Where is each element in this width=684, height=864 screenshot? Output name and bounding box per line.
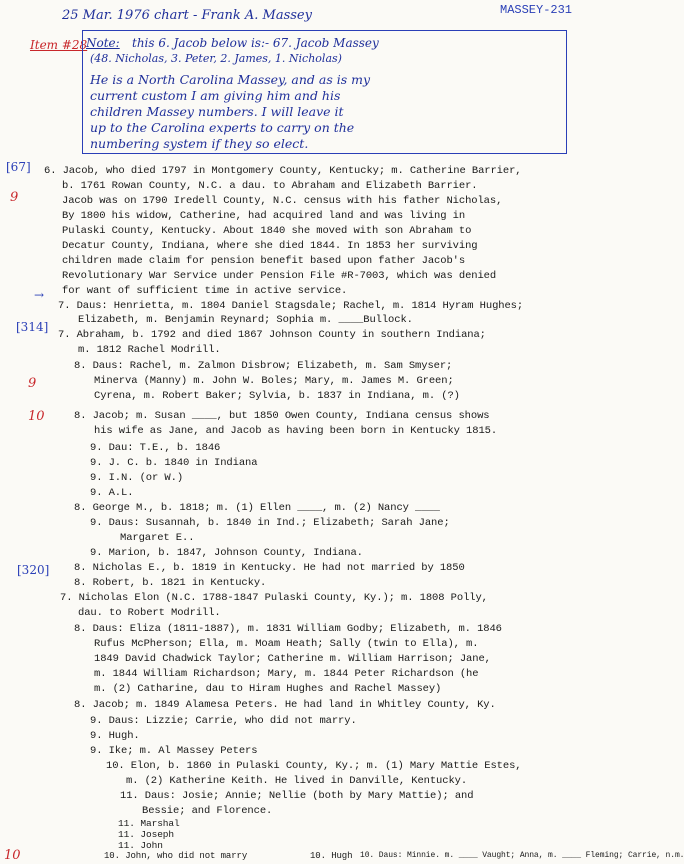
entry-line: 10. John, who did not marry <box>104 851 248 861</box>
entry-line: Jacob was on 1790 Iredell County, N.C. census with his father Nicholas, <box>62 195 503 207</box>
entry-line: 9. Dau: T.E., b. 1846 <box>90 442 221 454</box>
note-label: Note: <box>86 36 120 50</box>
entry-line: 7. Nicholas Elon (N.C. 1788-1847 Pulaski County, Ky.); m. 1808 Polly, <box>60 592 488 604</box>
entry-line: m. (2) Katherine Keith. He lived in Danville, Kentucky. <box>126 775 468 787</box>
entry-line: Revolutionary War Service under Pension File #R-7003, which was denied <box>62 270 497 282</box>
entry-line: Cyrena, m. Robert Baker; Sylvia, b. 1837 in Indiana, m. (?) <box>94 390 460 402</box>
item-label: Item #28 <box>30 38 88 52</box>
note-line: up to the Carolina experts to carry on the <box>90 120 355 135</box>
entry-line: 7. Abraham, b. 1792 and died 1867 Johnson County in southern Indiana; <box>58 329 486 341</box>
margin-gen-10: 10 <box>4 848 21 863</box>
entry-line: 8. Daus: Rachel, m. Zalmon Disbrow; Elizabeth, m. Sam Smyser; <box>74 360 453 372</box>
entry-line: 7. Daus: Henrietta, m. 1804 Daniel Stagsdale; Rachel, m. 1814 Hyram Hughes; <box>58 300 524 312</box>
margin-ref-320: [320] <box>17 563 50 577</box>
entry-line: 8. Jacob; m. 1849 Alamesa Peters. He had land in Whitley County, Ky. <box>74 699 496 711</box>
entry-line: 11. Joseph <box>118 829 175 840</box>
entry-line: Pulaski County, Kentucky. About 1840 she moved with son Abraham to <box>62 225 472 237</box>
entry-line: m. (2) Catharine, dau to Hiram Hughes and Rachel Massey) <box>94 683 442 695</box>
note-line: this 6. Jacob below is:- 67. Jacob Massey <box>132 36 379 50</box>
entry-line: Bessie; and Florence. <box>142 805 273 817</box>
entry-line: for want of sufficient time in active service. <box>62 285 348 297</box>
note-line: current custom I am giving him and his <box>90 88 341 103</box>
entry-line: 11. John <box>118 840 163 851</box>
entry-line: 1849 David Chadwick Taylor; Catherine m. William Harrison; Jane, <box>94 653 491 665</box>
note-line: children Massey numbers. I will leave it <box>90 104 344 119</box>
entry-line: 8. Jacob; m. Susan ____, but 1850 Owen County, Indiana census shows <box>74 410 490 422</box>
margin-ref-67: [67] <box>6 160 31 174</box>
entry-line: Elizabeth, m. Benjamin Reynard; Sophia m. ____Bullock. <box>78 314 413 326</box>
entry-line: Rufus McPherson; Ella, m. Moam Heath; Sally (twin to Ella), m. <box>94 638 479 650</box>
entry-line: m. 1844 William Richardson; Mary, m. 1844 Peter Richardson (he <box>94 668 479 680</box>
note-line: He is a North Carolina Massey, and as is my <box>90 72 371 87</box>
entry-line: his wife as Jane, and Jacob as having been born in Kentucky 1815. <box>94 425 498 437</box>
entry-line: 9. I.N. (or W.) <box>90 472 184 484</box>
margin-gen-9: 9 <box>10 190 19 205</box>
margin-arrow: → <box>34 288 45 302</box>
entry-line: 9. Daus: Lizzie; Carrie, who did not marry. <box>90 715 357 727</box>
entry-line: Decatur County, Indiana, where she died 1844. In 1853 her surviving <box>62 240 478 252</box>
entry-line: 10. Daus: Minnie. m. ____ Vaught; Anna, m. ____ Fleming; Carrie, n.m. <box>360 851 684 860</box>
entry-line: 8. Nicholas E., b. 1819 in Kentucky. He had not married by 1850 <box>74 562 465 574</box>
entry-line: Margaret E.. <box>120 532 195 544</box>
entry-line: 10. Elon, b. 1860 in Pulaski County, Ky.; m. (1) Mary Mattie Estes, <box>106 760 522 772</box>
margin-ref-314: [314] <box>16 320 49 334</box>
entry-line: 9. A.L. <box>90 487 134 499</box>
margin-gen-9: 9 <box>28 376 37 391</box>
entry-line: dau. to Robert Modrill. <box>78 607 221 619</box>
entry-line: 9. Daus: Susannah, b. 1840 in Ind.; Elizabeth; Sarah Jane; <box>90 517 450 529</box>
note-line: numbering system if they so elect. <box>90 136 309 151</box>
margin-gen-10: 10 <box>28 409 45 424</box>
note-line: (48. Nicholas, 3. Peter, 2. James, 1. Nicholas) <box>90 52 342 65</box>
entry-line: 9. Hugh. <box>90 730 140 742</box>
entry-line: By 1800 his widow, Catherine, had acquired land and was living in <box>62 210 466 222</box>
entry-line: 10. Hugh <box>310 851 353 861</box>
header-date-line: 25 Mar. 1976 chart - Frank A. Massey <box>62 8 312 23</box>
entry-line: 9. Marion, b. 1847, Johnson County, Indiana. <box>90 547 363 559</box>
entry-line: children made claim for pension benefit based upon father Jacob's <box>62 255 466 267</box>
entry-line: 11. Marshal <box>118 818 180 829</box>
page-id: MASSEY-231 <box>500 3 573 17</box>
entry-line: b. 1761 Rowan County, N.C. a dau. to Abraham and Elizabeth Barrier. <box>62 180 478 192</box>
entry-line: 8. Robert, b. 1821 in Kentucky. <box>74 577 267 589</box>
entry-line: 11. Daus: Josie; Annie; Nellie (both by Mary Mattie); and <box>120 790 474 802</box>
entry-line: 6. Jacob, who died 1797 in Montgomery County, Kentucky; m. Catherine Barrier, <box>44 165 522 177</box>
entry-line: 8. Daus: Eliza (1811-1887), m. 1831 William Godby; Elizabeth, m. 1846 <box>74 623 502 635</box>
entry-line: Minerva (Manny) m. John W. Boles; Mary, m. James M. Green; <box>94 375 454 387</box>
entry-line: m. 1812 Rachel Modrill. <box>78 344 221 356</box>
entry-line: 9. J. C. b. 1840 in Indiana <box>90 457 258 469</box>
entry-line: 8. George M., b. 1818; m. (1) Ellen ____, m. (2) Nancy ____ <box>74 502 440 514</box>
entry-line: 9. Ike; m. Al Massey Peters <box>90 745 258 757</box>
